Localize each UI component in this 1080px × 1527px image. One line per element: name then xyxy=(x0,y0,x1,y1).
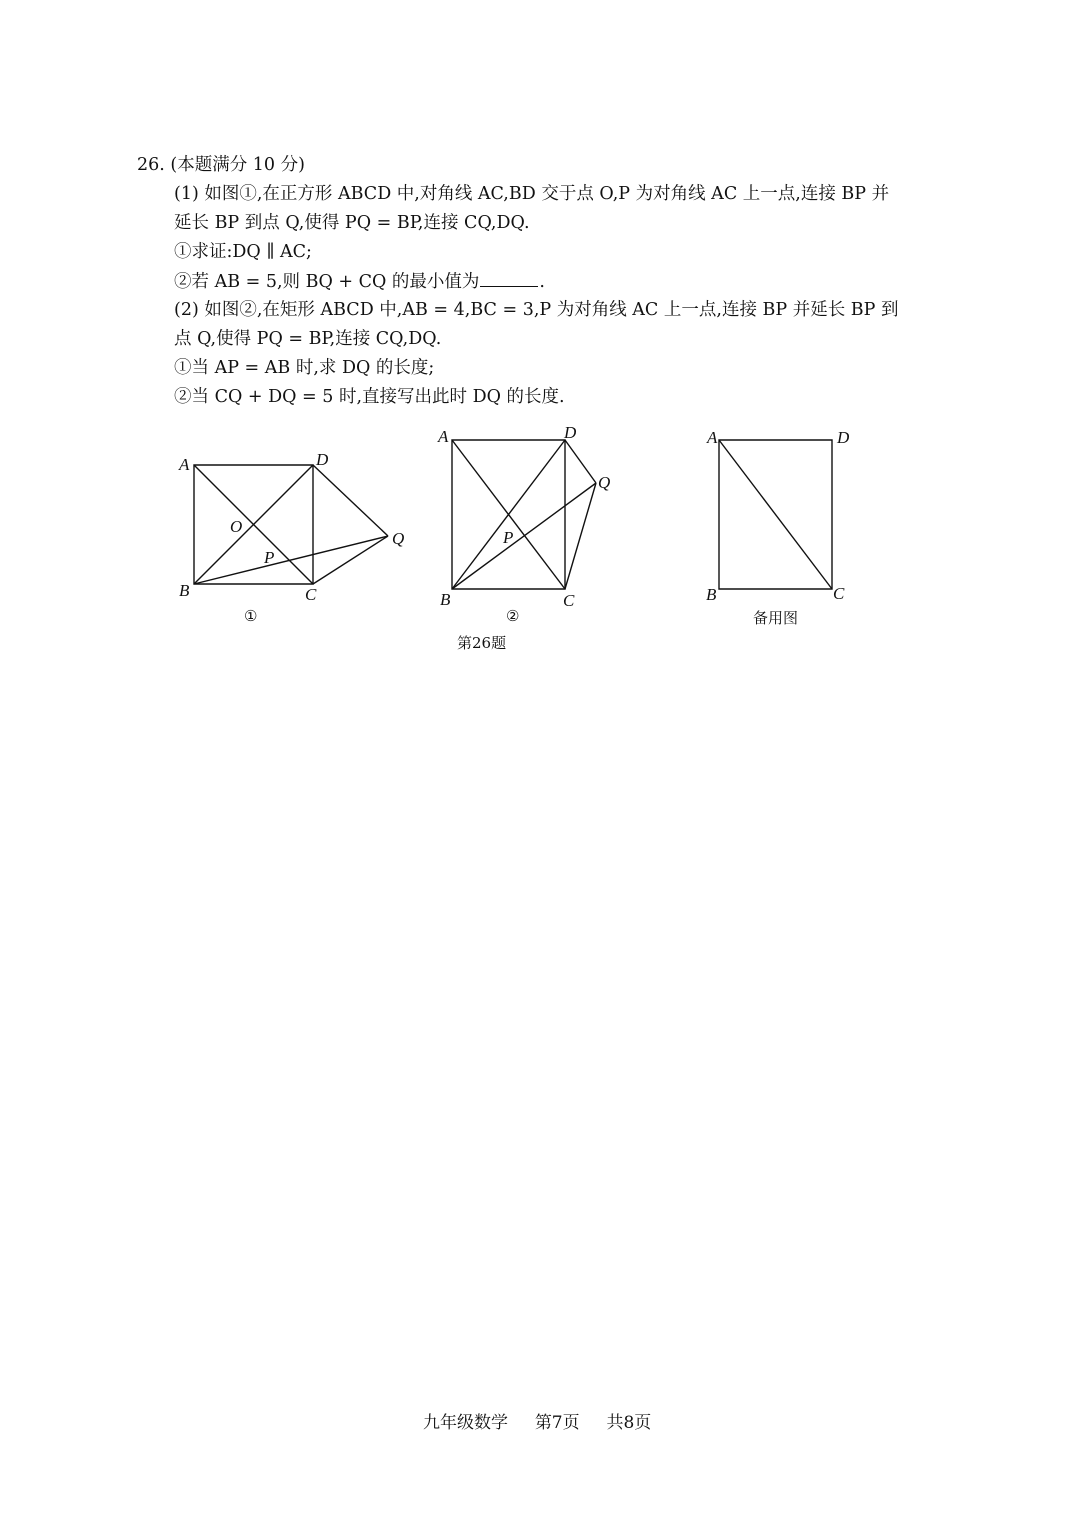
question-line-3: ①求证:DQ ∥ AC; xyxy=(174,242,312,262)
page-footer xyxy=(423,1408,651,1433)
fig1-label-d: D xyxy=(316,450,329,469)
fig2-label-a: A xyxy=(438,427,449,446)
question-header: 26. (本题满分 10 分) xyxy=(137,155,305,175)
question-line-1: (1) 如图①,在正方形 ABCD 中,对角线 AC,BD 交于点 O,P 为对角线 AC 上一点,连接 BP 并 xyxy=(174,184,890,204)
fig3-caption: 备用图 xyxy=(753,609,799,627)
question-line-4-tail: . xyxy=(539,272,545,292)
fig2-caption: ② xyxy=(506,607,520,625)
fig2-label-d: D xyxy=(564,423,577,442)
segment-bq xyxy=(194,536,388,584)
question-line-6: 点 Q,使得 PQ = BP,连接 CQ,DQ. xyxy=(174,329,442,349)
figure-2-lines xyxy=(452,440,596,589)
footer-total: 共8页 xyxy=(606,1413,652,1433)
fig3-label-b: B xyxy=(706,585,717,604)
segment-dq-2 xyxy=(565,440,596,483)
fig3-label-a: A xyxy=(707,428,718,447)
fig1-label-o: O xyxy=(230,517,243,536)
fig2-label-b: B xyxy=(440,590,451,609)
footer-subject: 九年级数学 xyxy=(423,1413,508,1433)
fig2-label-q: Q xyxy=(598,473,611,492)
fig2-label-p: P xyxy=(503,528,514,547)
question-line-5: (2) 如图②,在矩形 ABCD 中,AB = 4,BC = 3,P 为对角线 AC 上一点,连接 BP 并延长 BP 到 xyxy=(174,300,899,320)
figure-group-caption: 第26题 xyxy=(457,634,507,652)
fig3-label-d: D xyxy=(837,428,850,447)
fig1-label-q: Q xyxy=(392,529,405,548)
question-line-2: 延长 BP 到点 Q,使得 PQ = BP,连接 CQ,DQ. xyxy=(174,213,530,233)
segment-cq-2 xyxy=(565,483,596,589)
question-line-4-text: ②若 AB = 5,则 BQ + CQ 的最小值为 xyxy=(174,272,480,292)
fig1-caption: ① xyxy=(244,607,258,625)
question-line-7: ①当 AP = AB 时,求 DQ 的长度; xyxy=(174,358,435,378)
figure-3-lines xyxy=(719,440,832,589)
footer-page: 第7页 xyxy=(534,1413,580,1433)
fig1-label-b: B xyxy=(179,581,190,600)
figure-1 xyxy=(0,0,1080,700)
fig1-label-c: C xyxy=(305,585,317,604)
fig2-label-c: C xyxy=(563,591,575,610)
fig1-label-p: P xyxy=(264,548,275,567)
segment-cq xyxy=(313,536,388,584)
question-line-8: ②当 CQ + DQ = 5 时,直接写出此时 DQ 的长度. xyxy=(174,387,565,407)
diagonal-ac-3 xyxy=(719,440,832,589)
segment-bq-2 xyxy=(452,483,596,589)
segment-dq xyxy=(313,465,388,536)
figure-1-lines xyxy=(194,465,388,584)
fig3-label-c: C xyxy=(833,584,845,603)
fig1-label-a: A xyxy=(179,455,190,474)
